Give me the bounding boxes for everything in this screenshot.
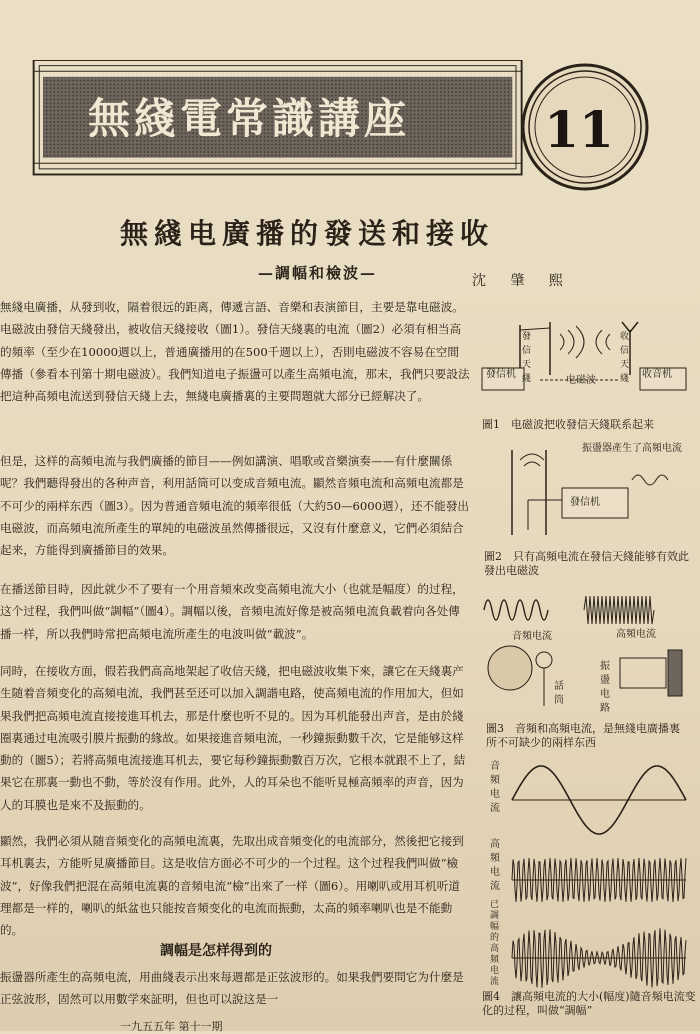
article-subtitle: —調幅和檢波— (258, 264, 378, 282)
issue-number: 11 (544, 100, 614, 159)
section-heading: 調幅是怎样得到的 (160, 943, 272, 959)
body-paragraph-5 (0, 830, 470, 941)
fig2-label-oscillator: 振盪器產生了高頻电流 (582, 443, 682, 454)
fig4-label-rf: 高頻电流 (490, 839, 500, 892)
page-footer: 一九五五年 第十一期 (120, 1020, 223, 1033)
fig2-label-transmitter: 發信机 (570, 497, 600, 508)
figure-3-caption: 圖3 音頻和高頻电流，是無綫电廣播裏所不可缺少的兩样东西 (486, 722, 680, 749)
paragraph-text: 同時，在接收方面，假若我們高高地架起了收信天綫，把电磁波收集下來，讓它在天綫裏产生随着音頻变化的高頻电流，我們甚至还可以加入調諧电路，使高頻电流的作用加大，但如果我們把高頻电流直接接進耳机去，那是什麼也听不見的。因为耳机能發出声音，是由於綫圈裏通过电流吸引膜片振動的緣故。如果接進音頻电流，一秒鐘振動數千次，它是能够这样動的（圖5）；若將高頻电流接進耳机去，要它每秒鐘振動數百万次，它根本就跟不上了，結果它在那裏一動也不動，等於沒有作用。此外，人的耳朵也不能听見極高頻率的声音，因为人的耳膜也是來不及振動的。 (0, 664, 466, 812)
fig3-label-audio: 音頻电流 (512, 631, 552, 642)
paragraph-text: 振盪器所產生的高頻电流，用曲綫表示出來每週都是正弦波形的。如果我們要問它为什麼是正弦波形，固然可以用數学來証明，但也可以說这是一 (0, 970, 464, 1007)
body-paragraph-2 (0, 450, 470, 561)
figure-4-modulation (486, 752, 696, 992)
fig3-label-mic: 話筒 (554, 681, 564, 706)
paragraph-text: 顯然，我們必須从随音頻变化的高頻电流裏，先取出成音頻变化的电流部分，然後把它接到耳机裏去，方能听見廣播節目。这是收信方面必不可少的一个过程。这个过程我們叫做“檢波”，好像我們把混在高頻电流裏的音頻电流“檢”出來了一样（圖6）。用喇叭或用耳机听道理都是一样的，喇叭的紙盆也只能按音頻变化的电流而振動，太高的頻率喇叭也是不能動的。 (0, 834, 464, 938)
body-paragraph-1 (0, 296, 470, 407)
author: 沈 肇 熙 (472, 273, 573, 289)
paragraph-text: 在播送節目時，因此就少不了要有一个用音頻來改变高頻电流大小（也就是幅度）的过程，这个过程，我們叫做“調幅”（圖4）。調幅以後，音頻电流好像是被高頻电流負載着向各处傳播一样，所以我們時常把高頻电流所產生的电波叫做“載波”。 (0, 582, 464, 641)
fig3-label-osc: 振盪电路 (600, 661, 610, 714)
body-paragraph-6 (0, 966, 470, 1011)
body-paragraph-3 (0, 578, 470, 645)
fig1-label-rx-antenna: 收信天綫 (620, 332, 630, 384)
figure-3-audio-and-rf (480, 580, 692, 710)
body-paragraph-4 (0, 660, 470, 816)
fig1-label-receiver: 收音机 (642, 369, 672, 380)
figure-1-caption: 圖1 电磁波把收發信天綫联系起来 (482, 418, 654, 431)
fig1-label-wave: 电磁波 (566, 375, 596, 386)
article-title: 無綫电廣播的發送和接收 (120, 217, 495, 250)
figure-2-caption: 圖2 只有高頻电流在發信天綫能够有效此發出电磁波 (484, 550, 689, 577)
paragraph-text: 但是，这样的高頻电流与我們廣播的節目——例如講演、唱歌或音樂演奏——有什麼關係呢？我們聽得發出的各种声音，利用話筒可以变成音頻电流。顯然音頻电流和高頻电流都是不可少的兩样东西（圖3）。因为普通音頻电流的頻率很低（大約50—6000週），还不能發出电磁波，而高頻电流所產生的單純的电磁波虽然傳播很远，又沒有什麼意义，它們必須結合起来，方能得到廣播節目的效果。 (0, 454, 470, 558)
figure-4-caption: 圖4 讓高頻电流的大小(幅度)隨音頻电流变化的过程，叫做“調幅” (482, 990, 696, 1017)
fig1-label-tx-antenna: 發信天綫 (522, 332, 532, 384)
banner-title: 無綫電常識講座 (88, 94, 411, 143)
fig4-label-audio: 音頻电流 (490, 761, 500, 814)
fig3-label-rf: 高頻电流 (616, 629, 656, 640)
paragraph-text: 無綫电廣播，从發到收，隔着很远的距离，傳遞言語、音樂和表演節目，主要是靠电磁波。电磁波由發信天綫發出，被收信天綫接收（圖1）。發信天綫裏的电流（圖2）必須有相当高的頻率（至少在10000週以上，普通廣播用的在500千週以上），否則电磁波不容易在空間傳播（參看本刊第十期电磁波）。我們知道电子振盪可以產生高頻电流，那末，我們只要設法把這种高頻电流送到發信天綫上去，無綫电廣播裏的主要問題就大部分已經解决了。 (0, 300, 470, 404)
figure-1-antennas (480, 320, 690, 410)
fig4-label-am: 已調幅的高頻电流 (490, 900, 500, 987)
fig1-label-transmitter: 發信机 (486, 369, 516, 380)
